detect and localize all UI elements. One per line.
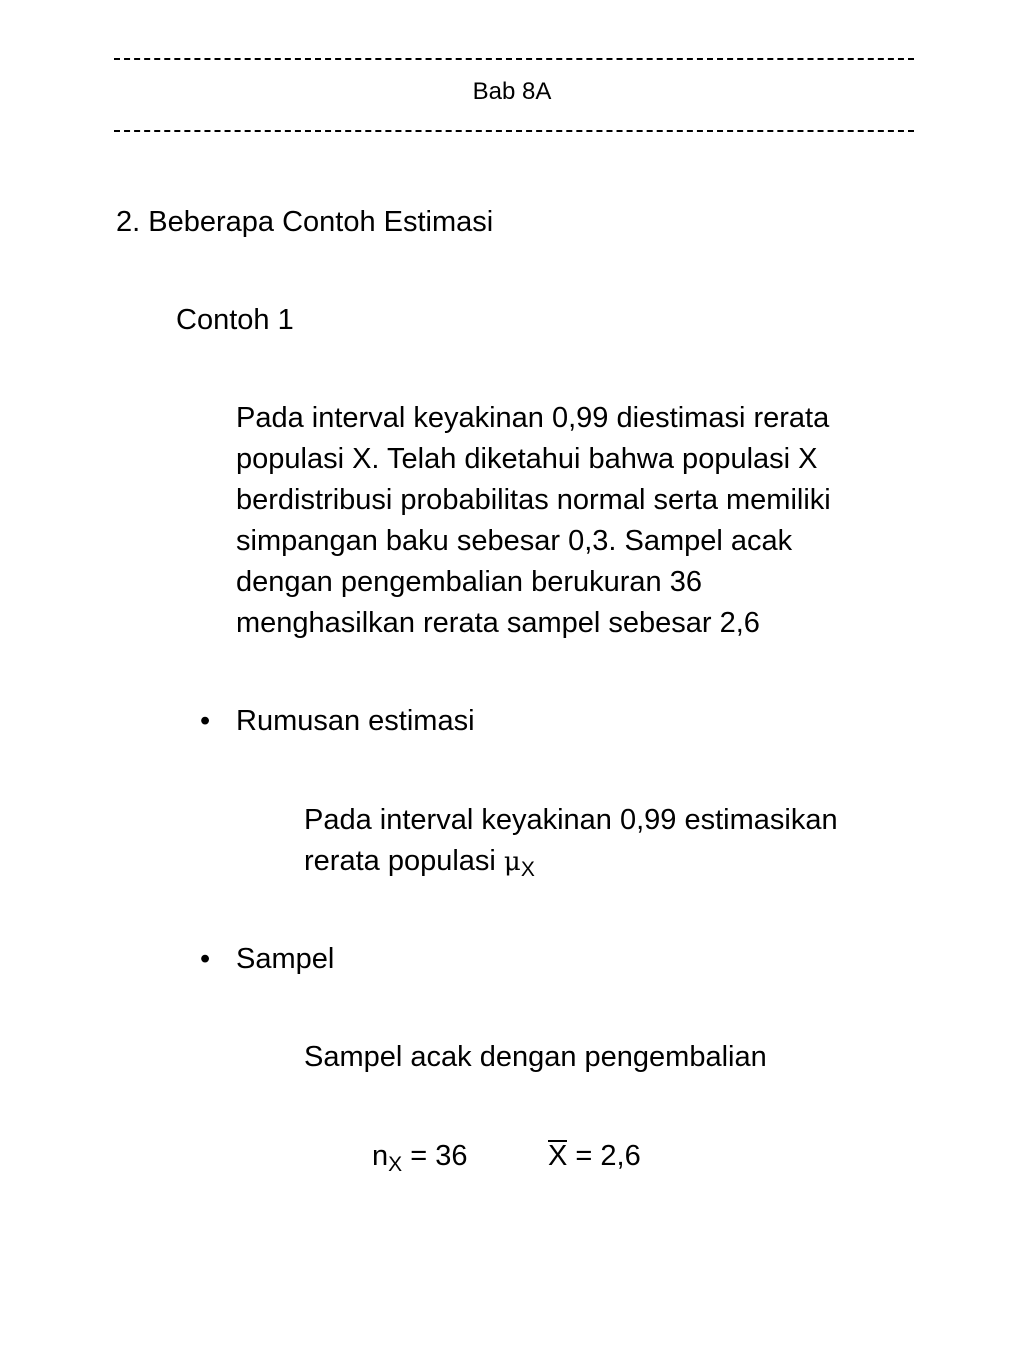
- x-bar-symbol: X: [548, 1140, 568, 1172]
- bullet-label-sampel: Sampel: [236, 943, 335, 975]
- sample-mean-expression: [548, 1136, 641, 1177]
- mu-symbol: μ: [503, 847, 521, 877]
- x-bar-value: = 2,6: [567, 1140, 641, 1172]
- problem-line: berdistribusi probabilitas normal serta memiliki: [236, 484, 831, 516]
- problem-line: simpangan baku sebesar 0,3. Sampel acak: [236, 525, 793, 557]
- n-subscript: X: [388, 1153, 403, 1176]
- bullet-label-rumusan: Rumusan estimasi: [236, 705, 475, 737]
- problem-line: Pada interval keyakinan 0,99 diestimasi rerata: [236, 402, 830, 434]
- mu-subscript: X: [520, 858, 535, 881]
- estimation-formulation: [304, 800, 838, 883]
- example-title: Contoh 1: [176, 304, 294, 336]
- bullet-dot-icon: •: [200, 705, 211, 737]
- section-title: 2. Beberapa Contoh Estimasi: [116, 206, 494, 238]
- header-top-dashed-rule: [114, 58, 914, 60]
- formulation-line: Pada interval keyakinan 0,99 estimasikan: [304, 804, 838, 836]
- n-symbol: n: [372, 1140, 389, 1172]
- n-value: = 36: [402, 1140, 468, 1172]
- problem-line: populasi X. Telah diketahui bahwa populasi X: [236, 443, 818, 475]
- formulation-line-text: rerata populasi: [304, 845, 504, 877]
- problem-line: menghasilkan rerata sampel sebesar 2,6: [236, 607, 760, 639]
- problem-paragraph: [236, 398, 831, 644]
- problem-line: dengan pengembalian berukuran 36: [236, 566, 702, 598]
- bullet-dot-icon: •: [200, 943, 211, 975]
- chapter-label: Bab 8A: [472, 78, 552, 105]
- sample-size-expression: [372, 1136, 467, 1177]
- formulation-line-with-mu: [304, 841, 838, 883]
- sample-description: Sampel acak dengan pengembalian: [304, 1041, 767, 1073]
- header-bottom-dashed-rule: [114, 130, 914, 132]
